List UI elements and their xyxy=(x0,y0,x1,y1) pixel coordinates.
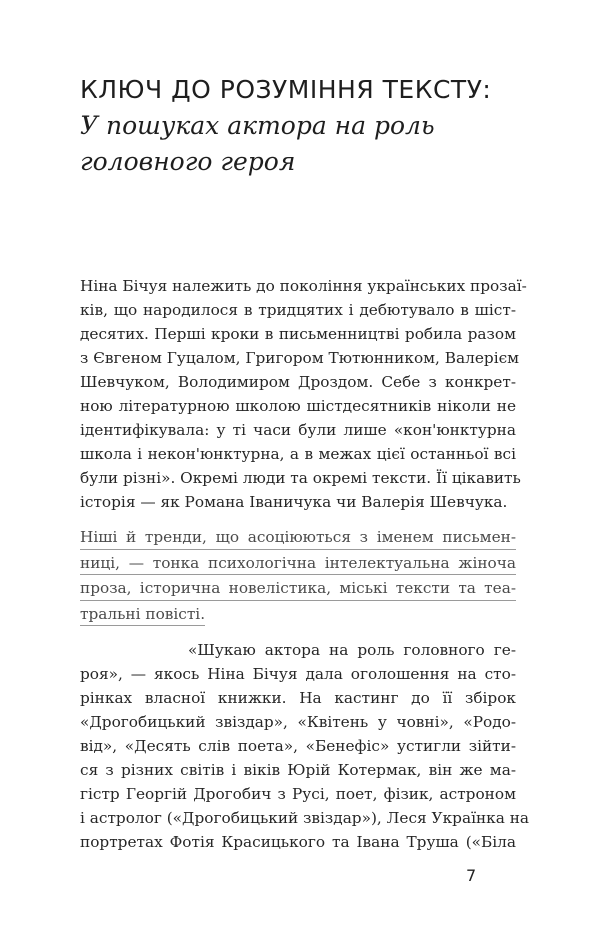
paragraph-intro xyxy=(80,274,527,514)
chapter-heading xyxy=(80,72,550,180)
text-line: ною літературною школою шістдесятників ніколи не xyxy=(80,397,516,415)
page-number: 7 xyxy=(466,866,477,885)
text-line: «Дрогобицький звіздар», «Квітень у човні», «Родо- xyxy=(80,713,516,731)
underlined-text-line: проза, історична новелістика, міські тексти та теа- xyxy=(80,577,516,601)
text-line: роя», — якось Ніна Бічуя дала оголошення на сто- xyxy=(80,665,516,683)
text-line: Шевчуком, Володимиром Дроздом. Себе з конкрет- xyxy=(80,373,516,391)
text-line: були різні». Окремі люди та окремі тексти. Її цікавить xyxy=(80,469,521,487)
text-line: ідентифікувала: у ті часи були лише «кон'юнктурна xyxy=(80,421,516,439)
text-line: рінках власної книжки. На кастинг до її збірок xyxy=(80,689,516,707)
text-line: десятих. Перші кроки в письменництві робила разом xyxy=(80,325,516,343)
text-line: і астролог («Дрогобицький звіздар»), Леся Українка на xyxy=(80,809,530,827)
text-line: історія — як Романа Іваничука чи Валерія Шевчука. xyxy=(80,493,508,511)
text-line: школа і некон'юнктурна, а в межах цієї останньої всі xyxy=(80,445,516,463)
heading-subtitle-line-1: У пошуках актора на роль xyxy=(80,111,435,140)
text-line: Ніна Бічуя належить до покоління українських прозаї- xyxy=(80,277,527,295)
paragraph-casting xyxy=(80,638,530,854)
text-line: з Євгеном Гуцалом, Григором Тютюнником, Валерієм xyxy=(80,349,520,367)
paragraph-underlined-highlight xyxy=(80,526,516,628)
heading-caps: КЛЮЧ ДО РОЗУМІННЯ ТЕКСТУ: xyxy=(80,75,492,104)
text-line: від», «Десять слів поета», «Бенефіс» устигли зійти- xyxy=(80,737,516,755)
text-line: ся з різних світів і віків Юрій Котермак, він же ма- xyxy=(80,761,516,779)
text-line: ків, що народилося в тридцятих і дебютувало в шіст- xyxy=(80,301,516,319)
text-line: портретах Фотія Красицького та Івана Труша («Біла xyxy=(80,833,516,851)
underlined-text-line: Ніші й тренди, що асоціюються з іменем письмен- xyxy=(80,526,516,550)
text-line: гістр Георгій Дрогобич з Русі, поет, фізик, астроном xyxy=(80,785,516,803)
heading-subtitle-line-2: головного героя xyxy=(80,147,296,176)
underlined-text-line: тральні повісті. xyxy=(80,603,205,627)
text-line: «Шукаю актора на роль головного ге- xyxy=(188,641,516,659)
underlined-text-line: ниці, — тонка психологічна інтелектуальна жіноча xyxy=(80,552,516,576)
